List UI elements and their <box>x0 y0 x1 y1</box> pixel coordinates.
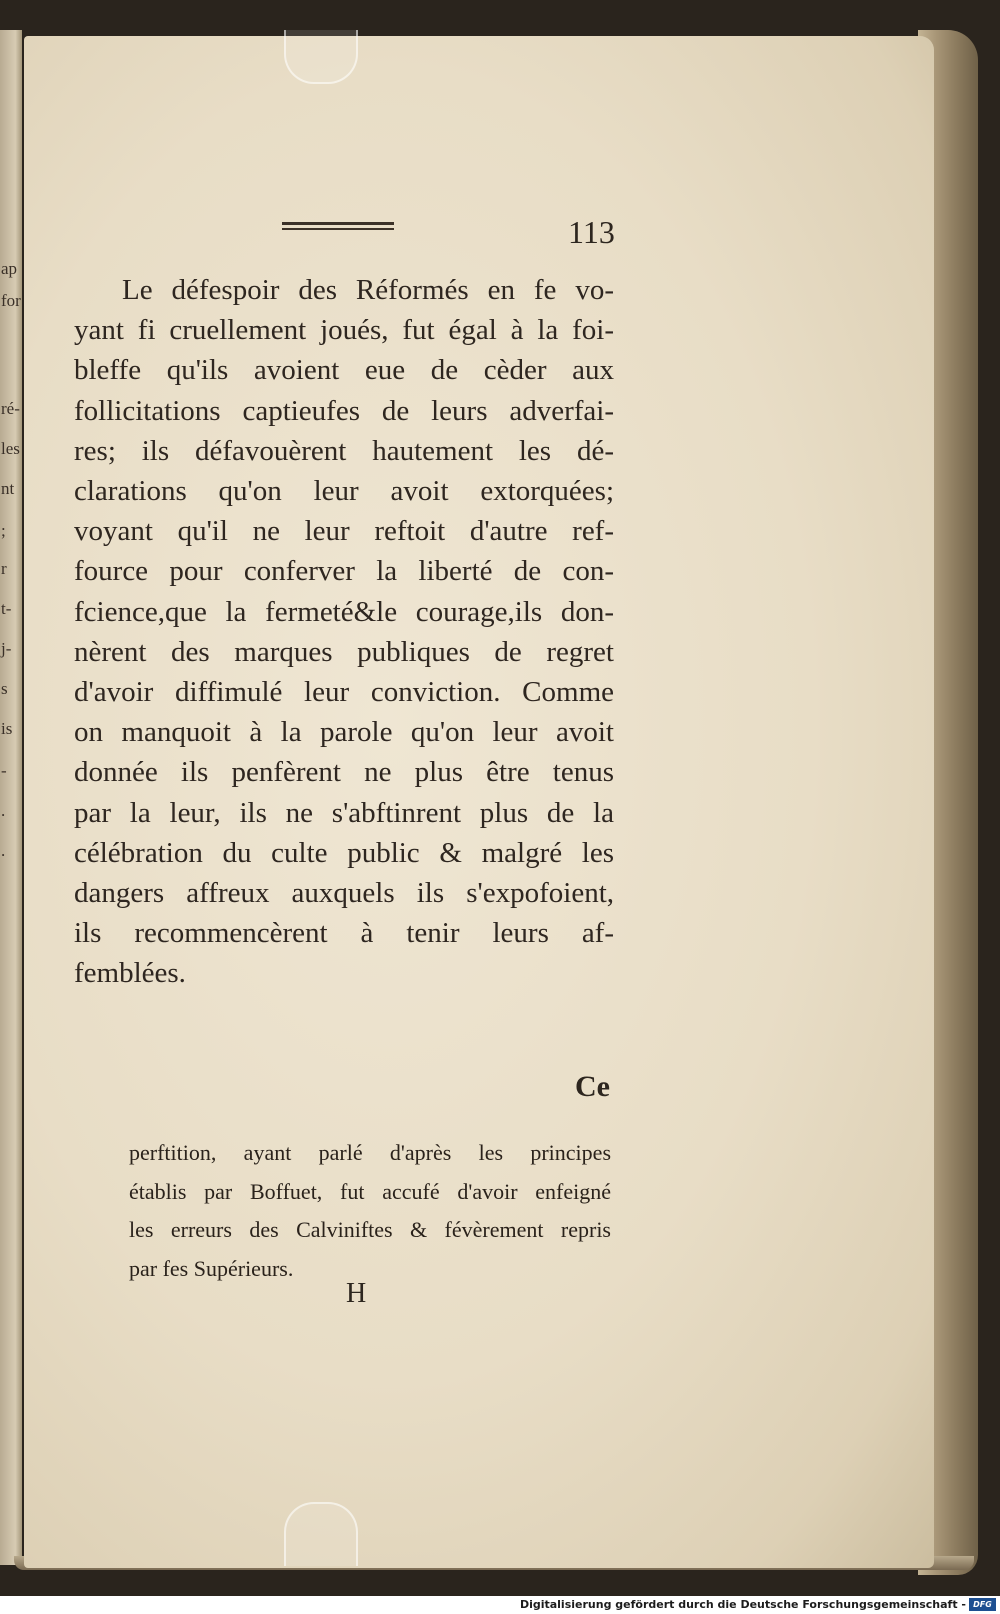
left-page-fragment: ; <box>1 521 6 540</box>
left-page-fragment: for <box>1 291 21 310</box>
left-page-fragment: s <box>1 679 8 698</box>
page-number: 113 <box>568 214 615 250</box>
left-page-fragment: r <box>1 559 7 578</box>
catchword: Ce <box>575 1070 610 1103</box>
footnote-line: les erreurs des Calviniftes & févèrement repris <box>129 1217 611 1242</box>
top-page-clip <box>284 30 358 84</box>
left-page-fragment: les <box>1 439 20 458</box>
text-line: ils recommencèrent à tenir leurs af- <box>74 917 614 950</box>
text-line: voyant qu'il ne leur reftoit d'autre ref- <box>74 515 614 548</box>
bottom-page-clip <box>284 1502 358 1566</box>
text-line: on manquoit à la parole qu'on leur avoit <box>74 716 614 749</box>
left-page-fragment: - <box>1 761 7 780</box>
text-line: bleffe qu'ils avoient eue de cèder aux <box>74 354 614 387</box>
left-page-fragment: . <box>1 801 6 820</box>
text-line: d'avoir diffimulé leur conviction. Comme <box>74 676 614 709</box>
left-page-fragment: j- <box>1 639 12 658</box>
text-line: par la leur, ils ne s'abftinrent plus de la <box>74 796 614 829</box>
left-page-fragment: ré- <box>1 399 20 418</box>
text-line: fource pour conferver la liberté de con- <box>74 555 614 588</box>
digitization-credit: Digitalisierung gefördert durch die Deutsche Forschungsgemeinschaft - <box>519 1598 966 1611</box>
header-rule-ornament <box>282 222 394 232</box>
text-line: clarations qu'on leur avoit extorquées; <box>74 475 614 508</box>
text-line: célébration du culte public & malgré les <box>74 836 614 869</box>
left-page-fragment: . <box>1 841 6 860</box>
signature-mark: H <box>346 1278 367 1309</box>
text-line: fcience,que la fermeté&le courage,ils don- <box>74 595 614 628</box>
text-line: donnée ils penfèrent ne plus être tenus <box>74 756 614 789</box>
footnote-line: par fes Supérieurs. <box>129 1255 294 1281</box>
footnote-line: perftition, ayant parlé d'après les principes <box>129 1140 611 1165</box>
left-page-fragment: is <box>1 719 13 738</box>
left-facing-page-edge <box>0 30 22 1565</box>
left-page-fragment: t- <box>1 599 12 618</box>
body-paragraph <box>74 270 614 994</box>
text-line: Le défespoir des Réformés en fe vo- <box>122 274 614 306</box>
left-page-fragment: nt <box>1 479 15 498</box>
text-line: res; ils défavouèrent hautement les dé- <box>74 434 614 467</box>
text-line: dangers affreux auxquels ils s'expofoient, <box>74 877 614 910</box>
text-line: yant fi cruellement joués, fut égal à la foi- <box>74 314 614 347</box>
footnote <box>129 1134 611 1288</box>
dfg-logo: DFG <box>969 1598 996 1611</box>
text-line: follicitations captieufes de leurs adverfai- <box>74 394 614 427</box>
left-page-fragment: ap <box>1 259 18 278</box>
text-line: femblées. <box>74 957 186 990</box>
text-line: nèrent des marques publiques de regret <box>74 635 614 668</box>
footnote-line: établis par Boffuet, fut accufé d'avoir enfeigné <box>129 1178 611 1204</box>
